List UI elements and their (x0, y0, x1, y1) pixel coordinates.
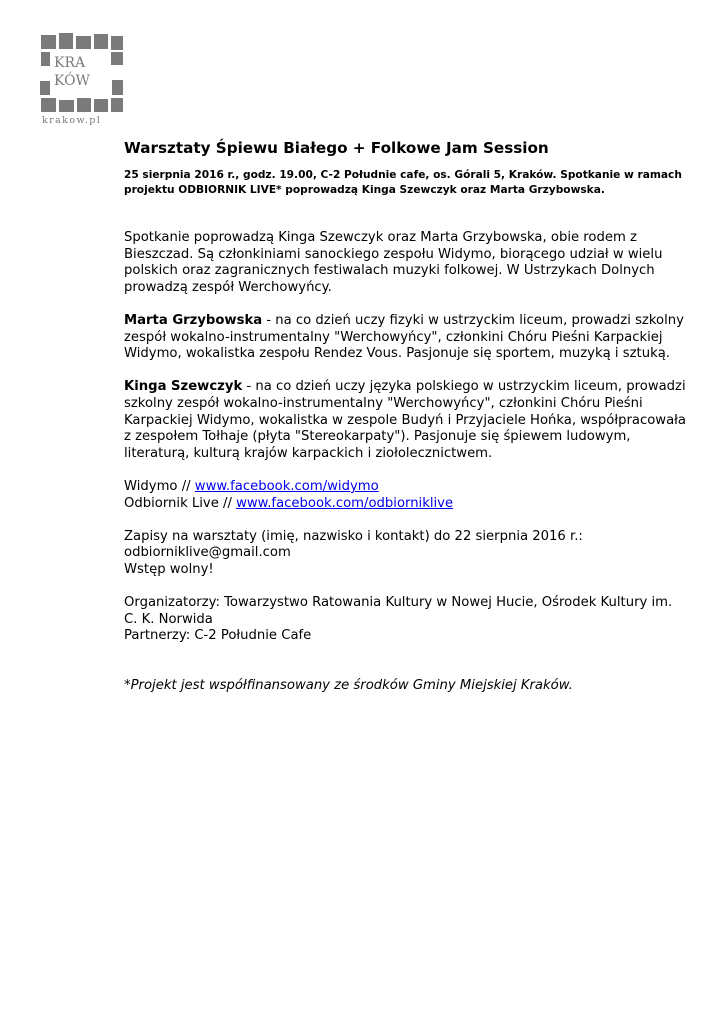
marta-bio-line: zespół wokalno-instrumentalny "Werchowyńcy", członkini Chóru Pieśni Karpackiej (124, 329, 663, 345)
signup-line: Zapisy na warsztaty (imię, nazwisko i kontakt) do 22 sierpnia 2016 r.: (124, 528, 583, 544)
kinga-bio-line: Karpackiej Widymo, wokalistka w zespole Budyń i Przyjaciele Hońka, współpracowała (124, 412, 686, 428)
marta-name: Marta Grzybowska (124, 312, 263, 328)
kinga-bio-line: szkolny zespół wokalno-instrumentalny "Werchowyńcy", członkini Chóru Pieśni (124, 395, 643, 411)
page-title: Warsztaty Śpiewu Białego + Folkowe Jam Session (124, 139, 549, 157)
intro-line: polskich oraz zagranicznych festiwalach muzyki folkowej. W Ustrzykach Dolnych (124, 263, 655, 279)
links-section (124, 479, 714, 512)
kinga-bio-line: - na co dzień uczy języka polskiego w ustrzyckim liceum, prowadzi (242, 379, 686, 395)
logo-caption: krakow.pl (42, 115, 102, 126)
organizers-section (124, 595, 714, 645)
kinga-name: Kinga Szewczyk (124, 379, 243, 395)
lead-line: 25 sierpnia 2016 r., godz. 19.00, C-2 Południe cafe, os. Górali 5, Kraków. Spotkanie w ramach (124, 169, 682, 181)
marta-bio (124, 313, 714, 363)
kinga-bio (124, 379, 714, 462)
krakow-logo (38, 30, 124, 126)
widymo-link[interactable]: www.facebook.com/widymo (194, 478, 379, 494)
kinga-bio-line: z zespołem Tołhaje (płyta "Stereokarpaty"). Pasjonuje się śpiewem ludowym, (124, 429, 631, 445)
marta-bio-line: - na co dzień uczy fizyki w ustrzyckim liceum, prowadzi szkolny (262, 312, 684, 328)
intro-line: Bieszczad. Są członkiniami sanockiego zespołu Widymo, biorącego udział w wielu (124, 246, 663, 262)
odbiornik-label: Odbiornik Live // (124, 495, 237, 511)
marta-bio-line: Widymo, wokalistka zespołu Rendez Vous. Pasjonuje się sportem, muzyką i sztuką. (124, 346, 670, 362)
document-body (124, 138, 714, 711)
event-lead (124, 168, 714, 198)
widymo-label: Widymo // (124, 478, 195, 494)
logo-line-2: KÓW (54, 73, 90, 89)
signup-email: odbiorniklive@gmail.com (124, 545, 291, 561)
odbiornik-link[interactable]: www.facebook.com/odbiorniklive (236, 495, 454, 511)
lead-line: projektu ODBIORNIK LIVE* poprowadzą Kinga Szewczyk oraz Marta Grzybowska. (124, 184, 605, 196)
funding-footnote: *Projekt jest współfinansowany ze środków Gminy Miejskiej Kraków. (124, 677, 573, 693)
intro-line: Spotkanie poprowadzą Kinga Szewczyk oraz Marta Grzybowska, obie rodem z (124, 230, 637, 245)
organizers-line: Organizatorzy: Towarzystwo Ratowania Kultury w Nowej Hucie, Ośrodek Kultury im. (124, 595, 673, 611)
intro-line: prowadzą zespół Werchowyńcy. (124, 279, 332, 295)
logo-line-1: KRA (54, 55, 86, 71)
signup-section (124, 529, 714, 579)
intro-paragraph (124, 230, 714, 296)
kinga-bio-line: literaturą, kulturą krajów karpackich i ziołolecznictwem. (124, 445, 493, 461)
free-entry-note: Wstęp wolny! (124, 561, 214, 577)
partners-line: Partnerzy: C-2 Południe Cafe (124, 628, 312, 644)
organizers-line: C. K. Norwida (124, 611, 213, 627)
